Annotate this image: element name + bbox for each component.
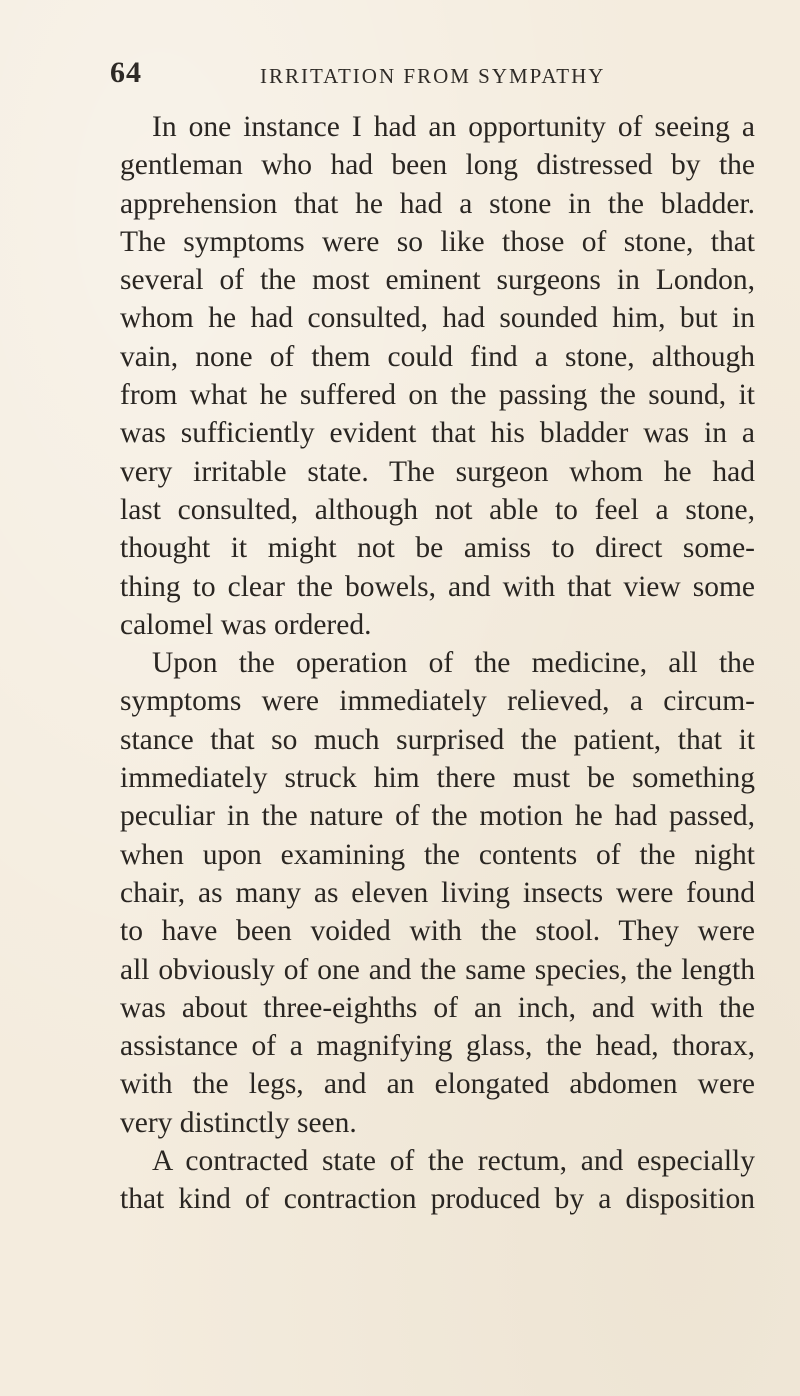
text-line: The symptoms were so like those of stone, that	[120, 225, 755, 258]
page-header	[110, 56, 750, 96]
page-number: 64	[110, 56, 142, 89]
text-line: that kind of contraction produced by a disposition	[120, 1183, 755, 1216]
text-line: to have been voided with the stool. They were	[120, 915, 755, 948]
text-line: was sufficiently evident that his bladder was in a	[120, 417, 755, 450]
text-line: with the legs, and an elongated abdomen were	[120, 1068, 755, 1101]
text-line: immediately struck him there must be something	[120, 762, 755, 795]
text-line: apprehension that he had a stone in the bladder.	[120, 187, 755, 220]
text-line: very irritable state. The surgeon whom he had	[120, 455, 755, 488]
text-line: whom he had consulted, had sounded him, but in	[120, 302, 755, 335]
text-line: symptoms were immediately relieved, a circum-	[120, 685, 755, 718]
text-line: thought it might not be amiss to direct some-	[120, 532, 755, 565]
text-line: chair, as many as eleven living insects were found	[120, 876, 755, 909]
text-line: was about three-eighths of an inch, and with the	[120, 991, 755, 1024]
text-line: In one instance I had an opportunity of seeing a	[152, 111, 755, 143]
text-line: peculiar in the nature of the motion he had passed,	[120, 800, 755, 833]
text-line: all obviously of one and the same species, the length	[120, 953, 755, 986]
text-line: calomel was ordered.	[120, 608, 372, 641]
text-line: last consulted, although not able to feel a stone,	[120, 493, 755, 526]
text-line: very distinctly seen.	[120, 1106, 357, 1139]
text-line: from what he suffered on the passing the sound, it	[120, 379, 755, 412]
running-title: IRRITATION FROM SYMPATHY	[260, 64, 606, 88]
text-line: Upon the operation of the medicine, all the	[152, 647, 755, 680]
body-text	[120, 108, 755, 1219]
text-line: assistance of a magnifying glass, the head, thorax,	[120, 1030, 755, 1063]
text-line: thing to clear the bowels, and with that view some	[120, 570, 755, 603]
text-line: when upon examining the contents of the night	[120, 838, 755, 871]
text-line: A contracted state of the rectum, and especially	[152, 1145, 755, 1178]
text-line: gentleman who had been long distressed by the	[120, 149, 755, 182]
text-line: several of the most eminent surgeons in London,	[120, 264, 755, 297]
text-line: vain, none of them could find a stone, although	[120, 340, 755, 373]
text-line: stance that so much surprised the patient, that it	[120, 723, 755, 756]
